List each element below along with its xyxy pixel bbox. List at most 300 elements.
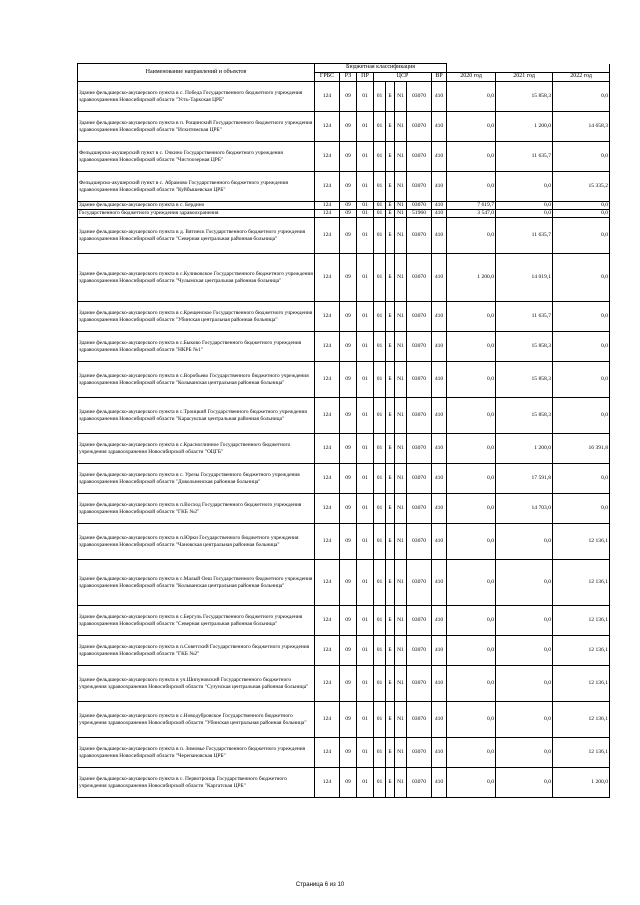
row-csr-2: Б [386, 702, 395, 738]
row-2021: 17 591,8 [496, 464, 553, 494]
row-vr: 410 [432, 362, 447, 398]
row-pr: 01 [357, 332, 374, 362]
row-2020: 0,0 [447, 464, 496, 494]
row-rz: 09 [340, 82, 357, 112]
row-2021: 11 635,7 [496, 142, 553, 172]
row-rz: 09 [340, 560, 357, 606]
row-csr-2: Б [386, 768, 395, 798]
row-csr-3: N1 [395, 218, 407, 254]
row-rz: 09 [340, 636, 357, 666]
row-csr-2: Б [386, 302, 395, 332]
row-csr-1: 01 [374, 142, 386, 172]
row-2020: 0,0 [447, 172, 496, 202]
row-csr-4: 03070 [407, 218, 432, 254]
table-row [78, 332, 610, 362]
table-row [78, 702, 610, 738]
row-2020: 7 619,7 [447, 202, 496, 210]
row-pr: 01 [357, 112, 374, 142]
row-grbs: 124 [315, 82, 340, 112]
row-pr: 01 [357, 464, 374, 494]
row-2021: 0,0 [496, 636, 553, 666]
row-2022: 0,0 [553, 332, 610, 362]
row-rz: 09 [340, 464, 357, 494]
row-2022: 0,0 [553, 82, 610, 112]
row-name: Здание фельдшерско-акушерского пункта в с.Красноглинное Государственного бюджетного учреждения здравоохранения Новосибирской области "ОЦГБ" [78, 434, 315, 464]
row-csr-1: 01 [374, 434, 386, 464]
row-vr: 410 [432, 464, 447, 494]
row-rz: 09 [340, 172, 357, 202]
row-2020: 3 547,0 [447, 210, 496, 218]
row-csr-4: 03070 [407, 666, 432, 702]
row-grbs: 124 [315, 112, 340, 142]
row-pr: 01 [357, 702, 374, 738]
row-pr: 01 [357, 210, 374, 218]
row-2020: 0,0 [447, 702, 496, 738]
row-2020: 0,0 [447, 768, 496, 798]
row-csr-4: 03070 [407, 606, 432, 636]
row-csr-3: N1 [395, 636, 407, 666]
row-2022: 0,0 [553, 218, 610, 254]
row-rz: 09 [340, 210, 357, 218]
row-2022: 0,0 [553, 362, 610, 398]
row-vr: 410 [432, 254, 447, 302]
row-pr: 01 [357, 434, 374, 464]
table-body [78, 82, 610, 798]
header-name: Наименование направлений и объектов [78, 64, 315, 82]
row-csr-3: N1 [395, 112, 407, 142]
row-rz: 09 [340, 702, 357, 738]
row-rz: 09 [340, 666, 357, 702]
table-row [78, 218, 610, 254]
table-row [78, 768, 610, 798]
row-csr-2: Б [386, 210, 395, 218]
row-csr-4: 03070 [407, 202, 432, 210]
row-csr-2: Б [386, 332, 395, 362]
row-csr-2: Б [386, 202, 395, 210]
row-name: Здание фельдшерско-акушерского пункта в с.Куликовское Государственного бюджетного учреждения здравоохранения Новосибирской области "Чулымская центральная районная больница" [78, 254, 315, 302]
row-2021: 15 858,3 [496, 398, 553, 434]
row-vr: 410 [432, 606, 447, 636]
row-grbs: 124 [315, 302, 340, 332]
row-vr: 410 [432, 702, 447, 738]
row-csr-1: 01 [374, 738, 386, 768]
row-csr-4: 03070 [407, 302, 432, 332]
row-csr-3: N1 [395, 82, 407, 112]
row-csr-1: 01 [374, 702, 386, 738]
row-csr-1: 01 [374, 524, 386, 560]
row-csr-4: 03070 [407, 464, 432, 494]
row-pr: 01 [357, 524, 374, 560]
row-csr-2: Б [386, 112, 395, 142]
row-vr: 410 [432, 768, 447, 798]
table-row [78, 142, 610, 172]
row-csr-3: N1 [395, 666, 407, 702]
row-name: Здание фельдшерско-акушерского пункта в с.Быково Государственного бюджетного учреждения здравоохранения Новосибирской области "НКРБ №1" [78, 332, 315, 362]
header-budget-class: Бюджетная классификация [315, 64, 447, 73]
row-grbs: 124 [315, 202, 340, 210]
table-row [78, 254, 610, 302]
row-name: Здание фельдшерско-акушерского пункта в с. Победа Государственного бюджетного учреждения здравоохранения Новосибирской области "Усть-Таркская ЦРБ" [78, 82, 315, 112]
header-y2021: 2021 год [496, 73, 553, 82]
row-2021: 0,0 [496, 738, 553, 768]
row-2021: 0,0 [496, 524, 553, 560]
row-grbs: 124 [315, 398, 340, 434]
row-rz: 09 [340, 112, 357, 142]
row-rz: 09 [340, 434, 357, 464]
row-rz: 09 [340, 494, 357, 524]
row-vr: 410 [432, 172, 447, 202]
row-2022: 12 136,1 [553, 666, 610, 702]
table-row [78, 112, 610, 142]
row-2021: 11 635,7 [496, 218, 553, 254]
row-csr-3: N1 [395, 332, 407, 362]
row-pr: 01 [357, 362, 374, 398]
row-pr: 01 [357, 82, 374, 112]
row-csr-4: 03070 [407, 738, 432, 768]
row-2021: 14 019,1 [496, 254, 553, 302]
row-grbs: 124 [315, 434, 340, 464]
row-2021: 1 200,0 [496, 112, 553, 142]
row-name: Здание фельдшерско-акушерского пункта в п. Зимовье Государственного бюджетного учреждения здравоохранения Новосибирской области "Черепановская ЦРБ" [78, 738, 315, 768]
row-csr-4: 03070 [407, 702, 432, 738]
row-csr-4: 51960 [407, 210, 432, 218]
row-2020: 0,0 [447, 362, 496, 398]
row-csr-1: 01 [374, 768, 386, 798]
row-2020: 0,0 [447, 218, 496, 254]
row-csr-2: Б [386, 560, 395, 606]
row-csr-2: Б [386, 434, 395, 464]
row-2022: 12 136,1 [553, 524, 610, 560]
row-grbs: 124 [315, 172, 340, 202]
row-csr-2: Б [386, 606, 395, 636]
row-csr-2: Б [386, 398, 395, 434]
row-grbs: 124 [315, 702, 340, 738]
row-csr-4: 03070 [407, 434, 432, 464]
row-vr: 410 [432, 738, 447, 768]
row-2021: 0,0 [496, 702, 553, 738]
row-csr-1: 01 [374, 666, 386, 702]
row-grbs: 124 [315, 210, 340, 218]
row-csr-3: N1 [395, 494, 407, 524]
row-name: Фельдшерско-акушерский пункт в с. Очкино Государственного бюджетного учреждения здравоохранения Новосибирской области "Чистоозерная ЦРБ" [78, 142, 315, 172]
table-row [78, 636, 610, 666]
row-2021: 15 858,3 [496, 362, 553, 398]
row-csr-3: N1 [395, 202, 407, 210]
row-csr-3: N1 [395, 464, 407, 494]
row-csr-2: Б [386, 738, 395, 768]
row-2021: 0,0 [496, 606, 553, 636]
row-name: Здание фельдшерско-акушерского пункта в с.Троицкий Государственного бюджетного учреждения здравоохранения Новосибирской области "Карасукская центральная районная больница" [78, 398, 315, 434]
row-name: Здание фельдшерско-акушерского пункта в с. Бердино [78, 202, 315, 210]
row-name: Здание фельдшерско-акушерского пункта в п.Юрки Государственного бюджетного учреждения здравоохранения Новосибирской области "Чановская центральная районная больница" [78, 524, 315, 560]
row-2022: 0,0 [553, 464, 610, 494]
row-rz: 09 [340, 606, 357, 636]
row-2021: 1 200,0 [496, 434, 553, 464]
table-row [78, 398, 610, 434]
row-2022: 0,0 [553, 302, 610, 332]
row-grbs: 124 [315, 142, 340, 172]
row-csr-3: N1 [395, 254, 407, 302]
row-csr-4: 03070 [407, 82, 432, 112]
header-grbs: ГРБС [315, 73, 340, 82]
row-name: Здание фельдшерско-акушерского пункта в с.Воробьево Государственного бюджетного учреждения здравоохранения Новосибирской области "Кольванская центральная районная больница" [78, 362, 315, 398]
table-row [78, 494, 610, 524]
row-2020: 0,0 [447, 332, 496, 362]
row-name: Здание фельдшерско-акушерского пункта в с.Малый Оеш Государственного бюджетного учреждения здравоохранения Новосибирской области "Кольванская центральная районная больница" [78, 560, 315, 606]
row-pr: 01 [357, 218, 374, 254]
table-row [78, 202, 610, 210]
row-vr: 410 [432, 302, 447, 332]
row-2022: 12 136,1 [553, 560, 610, 606]
row-pr: 01 [357, 636, 374, 666]
row-csr-4: 03070 [407, 560, 432, 606]
row-vr: 410 [432, 524, 447, 560]
row-2022: 0,0 [553, 494, 610, 524]
row-csr-2: Б [386, 494, 395, 524]
row-grbs: 124 [315, 524, 340, 560]
row-csr-1: 01 [374, 254, 386, 302]
row-csr-2: Б [386, 172, 395, 202]
row-name: Здание фельдшерско-акушерского пункта в с.Новодубровское Государственного бюджетного учреждения здравоохранения Новосибирской области "Убинская центральная районная больница" [78, 702, 315, 738]
row-name: Здание фельдшерско-акушерского пункта в с. Первотроицк Государственного бюджетного учреждения здравоохранения Новосибирской области "Каргатская ЦРБ" [78, 768, 315, 798]
row-2022: 0,0 [553, 142, 610, 172]
row-2020: 0,0 [447, 560, 496, 606]
row-rz: 09 [340, 362, 357, 398]
row-name: Здание фельдшерско-акушерского пункта в с.Бергуль Государственного бюджетного учреждения здравоохранения Новосибирской области "Северная центральная районная больница" [78, 606, 315, 636]
row-vr: 410 [432, 210, 447, 218]
row-csr-1: 01 [374, 560, 386, 606]
row-csr-3: N1 [395, 398, 407, 434]
row-pr: 01 [357, 202, 374, 210]
row-grbs: 124 [315, 738, 340, 768]
row-2021: 0,0 [496, 768, 553, 798]
row-2020: 0,0 [447, 82, 496, 112]
row-csr-4: 03070 [407, 524, 432, 560]
row-vr: 410 [432, 636, 447, 666]
header-rz: РЗ [340, 73, 357, 82]
row-csr-2: Б [386, 254, 395, 302]
row-pr: 01 [357, 560, 374, 606]
row-rz: 09 [340, 202, 357, 210]
row-2022: 1 200,0 [553, 768, 610, 798]
row-csr-1: 01 [374, 398, 386, 434]
row-pr: 01 [357, 494, 374, 524]
row-grbs: 124 [315, 332, 340, 362]
row-name: Фельдшерско-акушерский пункт в с. Абрамово Государственного бюджетного учреждения здравоохранения Новосибирской области "Куйбышевская ЦРБ" [78, 172, 315, 202]
row-name: Здание фельдшерско-акушерского пункта в с. Урезы Государственного бюджетного учреждения здравоохранения Новосибирской области "Довольненская районная больница" [78, 464, 315, 494]
row-2021: 0,0 [496, 172, 553, 202]
row-2021: 0,0 [496, 560, 553, 606]
row-csr-1: 01 [374, 636, 386, 666]
row-2020: 0,0 [447, 142, 496, 172]
header-y2020: 2020 год [447, 73, 496, 82]
header-y2022: 2022 год [553, 73, 610, 82]
row-rz: 09 [340, 142, 357, 172]
row-grbs: 124 [315, 362, 340, 398]
row-grbs: 124 [315, 666, 340, 702]
table-row [78, 362, 610, 398]
row-rz: 09 [340, 768, 357, 798]
row-csr-1: 01 [374, 362, 386, 398]
row-csr-4: 03070 [407, 332, 432, 362]
row-csr-3: N1 [395, 434, 407, 464]
row-csr-4: 03070 [407, 112, 432, 142]
row-rz: 09 [340, 302, 357, 332]
row-csr-2: Б [386, 218, 395, 254]
row-csr-3: N1 [395, 560, 407, 606]
header-pr: ПР [357, 73, 374, 82]
row-2021: 0,0 [496, 202, 553, 210]
table-row [78, 560, 610, 606]
table-row [78, 82, 610, 112]
row-name: Здание фельдшерско-акушерского пункта в с.Крещенское Государственного бюджетного учреждения здравоохранения Новосибирской области "Убинская центральная районная больница" [78, 302, 315, 332]
row-csr-1: 01 [374, 494, 386, 524]
row-pr: 01 [357, 666, 374, 702]
table-row [78, 606, 610, 636]
row-csr-2: Б [386, 82, 395, 112]
row-2021: 15 858,3 [496, 82, 553, 112]
row-csr-4: 03070 [407, 398, 432, 434]
row-2020: 0,0 [447, 606, 496, 636]
row-name: Здание фельдшерско-акушерского пункта в п. Рощинский Государственного бюджетного учреждения здравоохранения Новосибирской области "Искитимская ЦРБ" [78, 112, 315, 142]
row-csr-4: 03070 [407, 494, 432, 524]
row-name: Здание фельдшерско-акушерского пункта в уч.Шипуновский Государственного бюджетного учреждения здравоохранения Новосибирской области "Сузунская центральная районная больница" [78, 666, 315, 702]
row-name: Государственного бюджетного учреждения здравоохранения [78, 210, 315, 218]
row-csr-2: Б [386, 142, 395, 172]
row-vr: 410 [432, 332, 447, 362]
row-csr-1: 01 [374, 172, 386, 202]
row-2022: 0,0 [553, 398, 610, 434]
table-row [78, 464, 610, 494]
row-grbs: 124 [315, 606, 340, 636]
row-grbs: 124 [315, 254, 340, 302]
row-2021: 0,0 [496, 210, 553, 218]
row-csr-3: N1 [395, 302, 407, 332]
row-2020: 0,0 [447, 524, 496, 560]
row-grbs: 124 [315, 494, 340, 524]
row-pr: 01 [357, 768, 374, 798]
row-csr-3: N1 [395, 142, 407, 172]
row-name: Здание фельдшерско-акушерского пункта в п.Восход Государственного бюджетного учреждения здравоохранения Новосибирской области "ГКБ №2" [78, 494, 315, 524]
row-pr: 01 [357, 606, 374, 636]
row-csr-3: N1 [395, 768, 407, 798]
row-csr-4: 03070 [407, 142, 432, 172]
row-pr: 01 [357, 738, 374, 768]
row-csr-3: N1 [395, 210, 407, 218]
table-row [78, 302, 610, 332]
row-pr: 01 [357, 172, 374, 202]
row-vr: 410 [432, 82, 447, 112]
row-name: Здание фельдшерско-акушерского пункта в п.Советский Государственного бюджетного учреждения здравоохранения Новосибирской области "ГКБ №2" [78, 636, 315, 666]
row-2021: 11 635,7 [496, 302, 553, 332]
row-csr-3: N1 [395, 362, 407, 398]
row-csr-2: Б [386, 636, 395, 666]
row-vr: 410 [432, 202, 447, 210]
table-row [78, 210, 610, 218]
row-pr: 01 [357, 302, 374, 332]
row-rz: 09 [340, 254, 357, 302]
header-csr: ЦСР [374, 73, 432, 82]
row-rz: 09 [340, 398, 357, 434]
row-rz: 09 [340, 332, 357, 362]
row-pr: 01 [357, 254, 374, 302]
row-2022: 12 136,1 [553, 636, 610, 666]
row-2020: 1 200,0 [447, 254, 496, 302]
row-2020: 0,0 [447, 666, 496, 702]
row-2020: 0,0 [447, 434, 496, 464]
row-grbs: 124 [315, 636, 340, 666]
table-row [78, 172, 610, 202]
row-csr-1: 01 [374, 302, 386, 332]
row-2022: 12 136,1 [553, 606, 610, 636]
row-csr-3: N1 [395, 524, 407, 560]
row-csr-3: N1 [395, 606, 407, 636]
row-vr: 410 [432, 218, 447, 254]
header-vr: ВР [432, 73, 447, 82]
row-2020: 0,0 [447, 112, 496, 142]
row-csr-4: 03070 [407, 172, 432, 202]
row-2021: 15 858,3 [496, 332, 553, 362]
row-vr: 410 [432, 112, 447, 142]
row-csr-1: 01 [374, 82, 386, 112]
budget-table [77, 63, 610, 798]
row-grbs: 124 [315, 560, 340, 606]
row-2022: 0,0 [553, 254, 610, 302]
row-vr: 410 [432, 560, 447, 606]
row-csr-2: Б [386, 524, 395, 560]
row-csr-1: 01 [374, 606, 386, 636]
row-rz: 09 [340, 218, 357, 254]
row-2021: 0,0 [496, 666, 553, 702]
row-vr: 410 [432, 494, 447, 524]
row-2022: 14 658,3 [553, 112, 610, 142]
table-row [78, 524, 610, 560]
row-vr: 410 [432, 666, 447, 702]
row-csr-3: N1 [395, 738, 407, 768]
row-csr-4: 03070 [407, 636, 432, 666]
row-2022: 12 136,1 [553, 702, 610, 738]
row-2022: 0,0 [553, 210, 610, 218]
row-name: Здание фельдшерско-акушерского пункта в д. Вятинск Государственного бюджетного учреждения здравоохранения Новосибирской области "Северная центральная районная больница" [78, 218, 315, 254]
row-csr-1: 01 [374, 202, 386, 210]
row-csr-2: Б [386, 666, 395, 702]
row-rz: 09 [340, 524, 357, 560]
table-row [78, 738, 610, 768]
row-csr-1: 01 [374, 332, 386, 362]
row-rz: 09 [340, 738, 357, 768]
row-2022: 12 136,1 [553, 738, 610, 768]
row-csr-1: 01 [374, 464, 386, 494]
table-row [78, 666, 610, 702]
row-2020: 0,0 [447, 494, 496, 524]
row-csr-4: 03070 [407, 254, 432, 302]
row-pr: 01 [357, 142, 374, 172]
row-vr: 410 [432, 434, 447, 464]
row-csr-2: Б [386, 362, 395, 398]
row-grbs: 124 [315, 768, 340, 798]
row-2022: 0,0 [553, 202, 610, 210]
row-csr-2: Б [386, 464, 395, 494]
row-grbs: 124 [315, 218, 340, 254]
row-2020: 0,0 [447, 302, 496, 332]
row-2022: 15 335,2 [553, 172, 610, 202]
row-2020: 0,0 [447, 398, 496, 434]
row-csr-4: 03070 [407, 768, 432, 798]
row-csr-3: N1 [395, 172, 407, 202]
row-vr: 410 [432, 142, 447, 172]
row-2022: 16 391,8 [553, 434, 610, 464]
row-pr: 01 [357, 398, 374, 434]
